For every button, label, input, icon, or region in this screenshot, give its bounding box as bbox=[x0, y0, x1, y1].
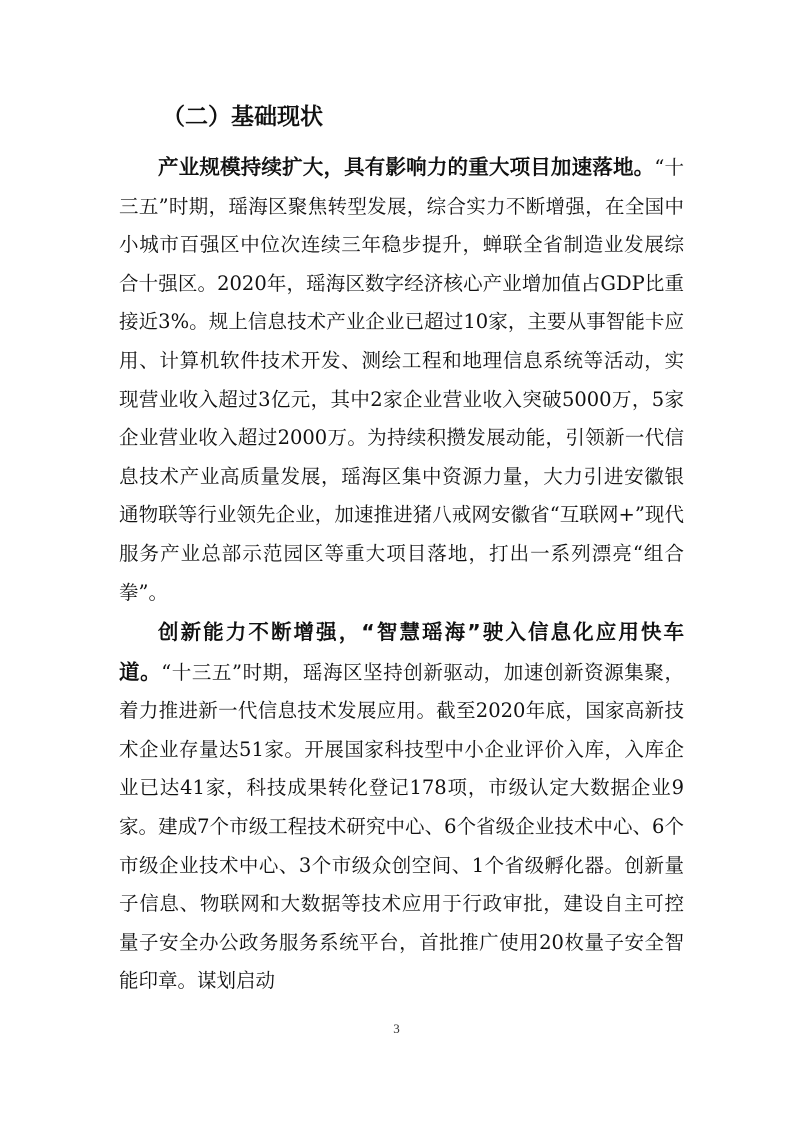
section-heading: （二）基础现状 bbox=[162, 104, 323, 130]
paragraph-lead: 产业规模持续扩大，具有影响力的重大项目加速落地。 bbox=[158, 155, 655, 179]
paragraph-body: “十三五”时期，瑶海区坚持创新驱动，加速创新资源集聚，着力推进新一代信息技术发展应用。截至2020年底，国家高新技术企业存量达51家。开展国家科技型中小企业评价入库，入库企业已达41家，科技成果转化登记178项，市级认定大数据企业9家。建成7个市级工程技术研究中心、6个省级企业技术中心、6个市级企业技术中心、3个市级众创空间、1个省级孵化器。创新量子信息、物联网和大数据等技术应用于行政审批，建设自主可控量子安全办公政务服务系统平台，首批推广使用20枚量子安全智能印章。谋划启动 bbox=[119, 660, 684, 993]
paragraph-lead: 创新能力不断增强，“智慧瑶海”驶入信息化应用快车道。 bbox=[119, 620, 684, 684]
paragraph-industry-scale bbox=[119, 148, 684, 612]
paragraph-body: “十三五”时期，瑶海区聚焦转型发展，综合实力不断增强，在全国中小城市百强区中位次连续三年稳步提升，蝉联全省制造业发展综合十强区。2020年，瑶海区数字经济核心产业增加值占GDP比重接近3%。规上信息技术产业企业已超过10家，主要从事智能卡应用、计算机软件技术开发、测绘工程和地理信息系统等活动，实现营业收入超过3亿元，其中2家企业营业收入突破5000万，5家企业营业收入超过2000万。为持续积攒发展动能，引领新一代信息技术产业高质量发展，瑶海区集中资源力量，大力引进安徽银通物联等行业领先企业，加速推进猪八戒网安徽省“互联网+”现代服务产业总部示范园区等重大项目落地，打出一系列漂亮“组合拳”。 bbox=[119, 156, 684, 604]
page-number: 3 bbox=[393, 1021, 400, 1036]
paragraph-innovation bbox=[119, 613, 684, 1001]
